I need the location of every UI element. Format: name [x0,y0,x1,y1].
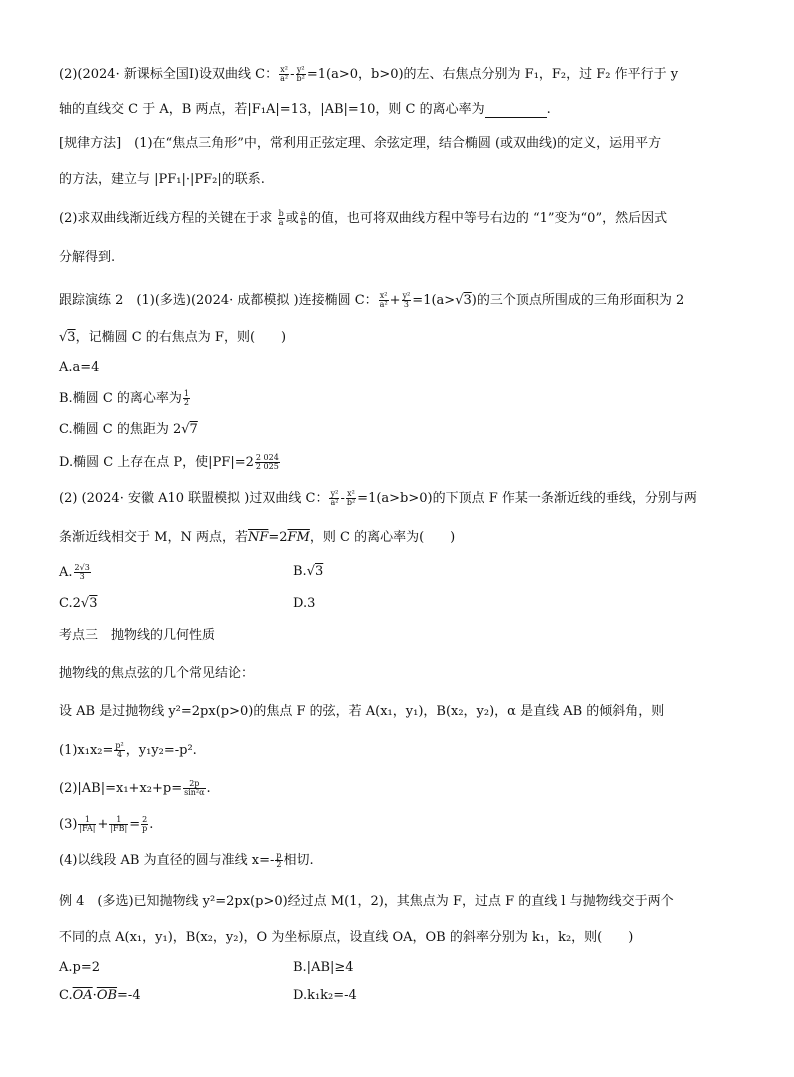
fraction: $\frac{p}{2}$ [276,851,282,869]
option-b: B.椭圆 C 的离心率为 $\frac{1}{2}$ [59,389,189,407]
fraction: $\frac{a}{b}$ [300,209,306,227]
example-4-line-1: 例 4 (多选)已知抛物线 y²=2px(p>0)经过点 M(1，2)，其焦点为 F，过点 F 的直线 l 与抛物线交于两个 [59,894,674,909]
fraction: $\frac{1}{|FB|}$ [110,815,128,833]
example-4-line-2: 不同的点 A(x₁，y₁)，B(x₂，y₂)，O 为坐标原点，设直线 OA，OB 的斜率分别为 k₁，k₂，则( ) [59,930,634,945]
paragraph-2: 设 AB 是过抛物线 y²=2px(p>0)的焦点 F 的弦，若 A(x₁，y₁)，B(x₂，y₂)，α 是直线 AB 的倾斜角，则 [59,704,665,719]
q2-option-a: A. $\frac{2√3}{3}$ [59,563,90,581]
fraction: $\frac{\text{y²}}{\text{a²}}$ [330,489,339,507]
option-a: A.a=4 [59,360,100,375]
paragraph-1: 抛物线的焦点弦的几个常见结论： [59,666,255,681]
e4-option-d: D.k₁k₂=-4 [293,988,357,1003]
fraction: $\frac{b}{a}$ [278,209,284,227]
line-method-1: [规律方法] (1)在“焦点三角形”中，常利用正弦定理、余弦定理，结合椭圆 (或双曲线)的定义，运用平方 [59,136,662,151]
option-d: D.椭圆 C 上存在点 P，使|PF|=2 $\frac{2 024}{2 025}$ [59,453,279,471]
q2-option-b: B.√3 [293,564,324,579]
fraction: $\frac{\text{y²}}{\text{b²}}$ [296,65,305,83]
q2-option-c: C.2√3 [59,596,98,611]
e4-option-b: B.|AB|≥4 [293,960,354,975]
fraction: $\frac{\text{p²}}{4}$ [115,741,124,759]
e4-option-c: $C.\overline{OA}\cdot\overline{OB}=-4$ [59,988,141,1003]
fraction: $\frac{1}{2}$ [183,389,189,407]
fraction: $\frac{1}{|FA|}$ [79,815,96,833]
line-method-3: (2)求双曲线渐近线方程的关键在于求 $\frac{b}{a}$ 或 $\frac{a}{b}$ 的值，也可将双曲线方程中等号右边的 “1”变为“0”，然后因式 [59,209,668,227]
result-4: (4)以线段 AB 为直径的圆与准线 x=- $\frac{p}{2}$ 相切. [59,851,314,869]
line-q2-2024-2: 轴的直线交 C 于 A，B 两点，若|F₁A|=13，|AB|=10，则 C 的离心率为 . [59,102,551,117]
line-q2-anhui-1: (2) (2024· 安徽 A10 联盟模拟 )过双曲线 C： $\frac{\text{y²}}{\text{a²}}$ - $\frac{\text{x²}}{\text{b²}}$ =1(a>b>0)的下顶点 F 作某一条渐近线的垂线，分别与两 [59,489,697,507]
q2-option-d: D.3 [293,596,316,611]
result-2: (2)|AB|=x₁+x₂+p= $\frac{2p}{\text{sin²α}}$ . [59,779,211,797]
result-1: (1)x₁x₂= $\frac{\text{p²}}{4}$ ，y₁y₂=-p². [59,741,197,759]
fraction: $\frac{\text{y²}}{3}$ [402,291,411,309]
fraction: $\frac{2 024}{2 025}$ [255,453,279,471]
fraction: $\frac{2√3}{3}$ [74,563,90,581]
option-c: C.椭圆 C 的焦距为 2√7 [59,422,198,437]
result-3: (3) $\frac{1}{|FA|}$ + $\frac{1}{|FB|}$ = $\frac{2}{p}$ . [59,815,154,833]
fraction: $\frac{2}{p}$ [142,815,148,833]
e4-option-a: A.p=2 [59,960,101,975]
line-q2-anhui-2: 条渐近线相交于 M，N 两点，若$\overline{NF}=2\overline{FM}$，则 C 的离心率为( ) [59,530,456,545]
fraction: $\frac{\text{x²}}{\text{a²}}$ [280,65,289,83]
line-track-1: 跟踪演练 2 (1)(多选)(2024· 成都模拟 )连接椭圆 C： $\frac{\text{x²}}{\text{a²}}$ + $\frac{\text{y²}}{3}$ =1(a>√3)的三个顶点所围成的三角形面积为 2 [59,291,685,309]
line-q2-2024-1: (2)(2024· 新课标全国Ⅰ)设双曲线 C： $\frac{\text{x²}}{\text{a²}}$ - $\frac{\text{y²}}{\text{b²}}$ =1(a>0，b>0)的左、右焦点分别为 F₁，F₂，过 F₂ 作平行于 y [59,65,679,83]
line-method-2: 的方法，建立与 |PF₁|·|PF₂|的联系. [59,172,265,187]
fraction: $\frac{2p}{\text{sin²α}}$ [184,779,205,797]
section-heading: 考点三 抛物线的几何性质 [59,628,216,643]
answer-blank [485,105,547,118]
fraction: $\frac{\text{x²}}{\text{b²}}$ [346,489,356,507]
fraction: $\frac{\text{x²}}{\text{a²}}$ [379,291,388,309]
line-track-2: √3，记椭圆 C 的右焦点为 F，则( ) [59,330,287,345]
line-method-4: 分解得到. [59,250,116,265]
